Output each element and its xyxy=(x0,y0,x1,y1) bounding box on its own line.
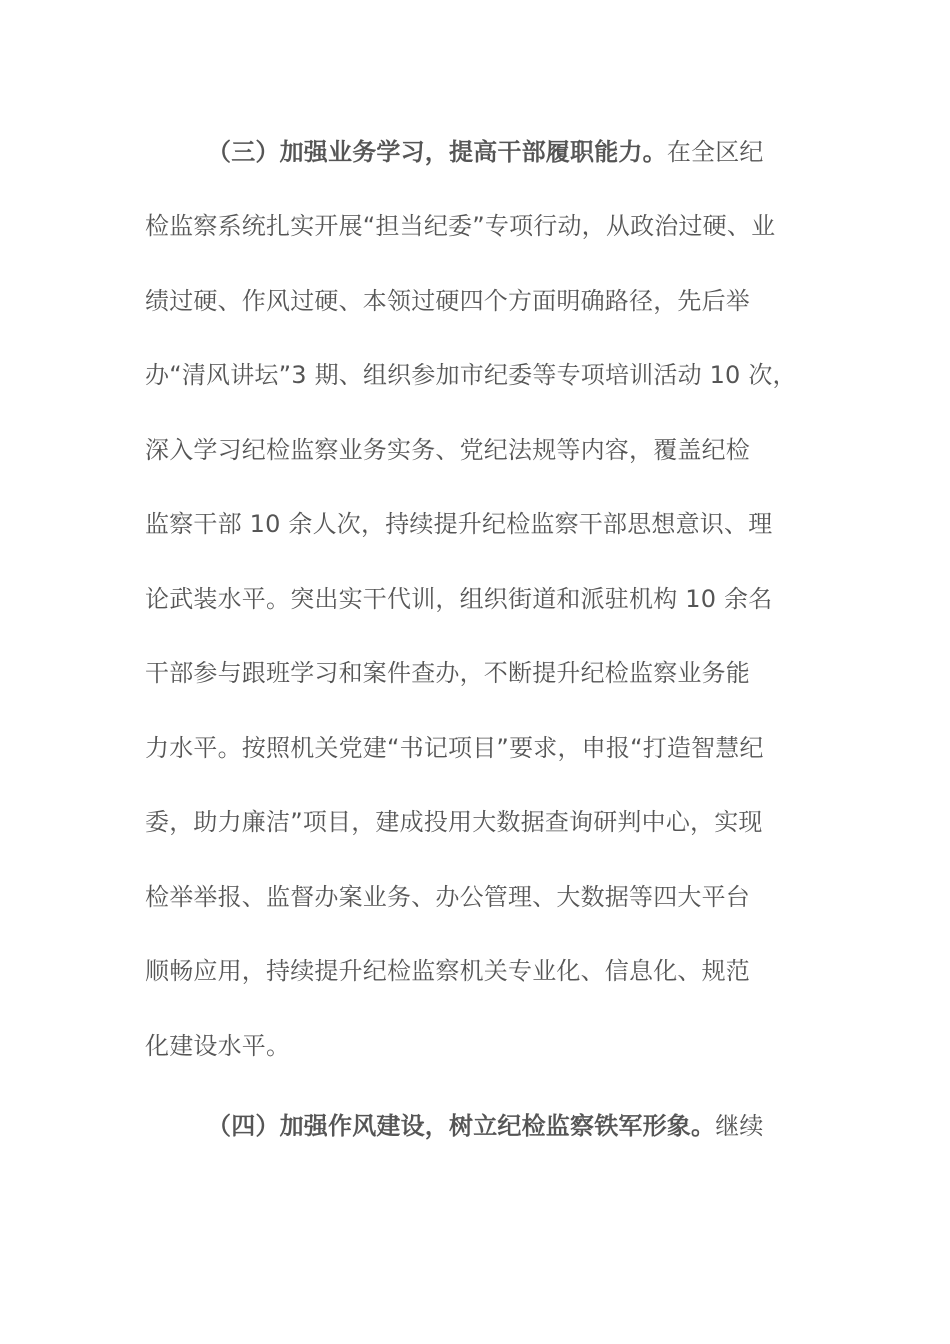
section-3-line-10: 委，助力廉洁”项目，建成投用大数据查询研判中心，实现 xyxy=(145,808,763,836)
section-3-heading: （三）加强业务学习，提高干部履职能力。 xyxy=(207,138,667,166)
section-3-line-11: 检举举报、监督办案业务、办公管理、大数据等四大平台 xyxy=(145,883,750,911)
section-3-line-7: 论武装水平。突出实干代训，组织街道和派驻机构 10 余名 xyxy=(145,585,773,613)
section-3-line-13: 化建设水平。 xyxy=(145,1032,291,1060)
section-4-heading: （四）加强作风建设，树立纪检监察铁军形象。 xyxy=(207,1112,716,1140)
section-3-line-12: 顺畅应用，持续提升纪检监察机关专业化、信息化、规范 xyxy=(145,957,750,985)
section-3-line-3: 绩过硬、作风过硬、本领过硬四个方面明确路径，先后举 xyxy=(145,287,750,315)
section-3-line-1-text: 在全区纪 xyxy=(666,138,764,166)
section-3-first-line xyxy=(207,132,764,172)
section-3-line-4: 办“清风讲坛”3 期、组织参加市纪委等专项培训活动 10 次， xyxy=(145,361,797,389)
section-4-first-line xyxy=(207,1106,764,1146)
section-3-line-5: 深入学习纪检监察业务实务、党纪法规等内容，覆盖纪检 xyxy=(145,436,750,464)
section-3-line-2: 检监察系统扎实开展“担当纪委”专项行动，从政治过硬、业 xyxy=(145,212,776,240)
section-4-line-1-text: 继续 xyxy=(715,1112,764,1140)
section-3-line-9: 力水平。按照机关党建“书记项目”要求，申报“打造智慧纪 xyxy=(145,734,764,762)
section-3-line-8: 干部参与跟班学习和案件查办，不断提升纪检监察业务能 xyxy=(145,659,750,687)
section-3-line-6: 监察干部 10 余人次，持续提升纪检监察干部思想意识、理 xyxy=(145,510,773,538)
